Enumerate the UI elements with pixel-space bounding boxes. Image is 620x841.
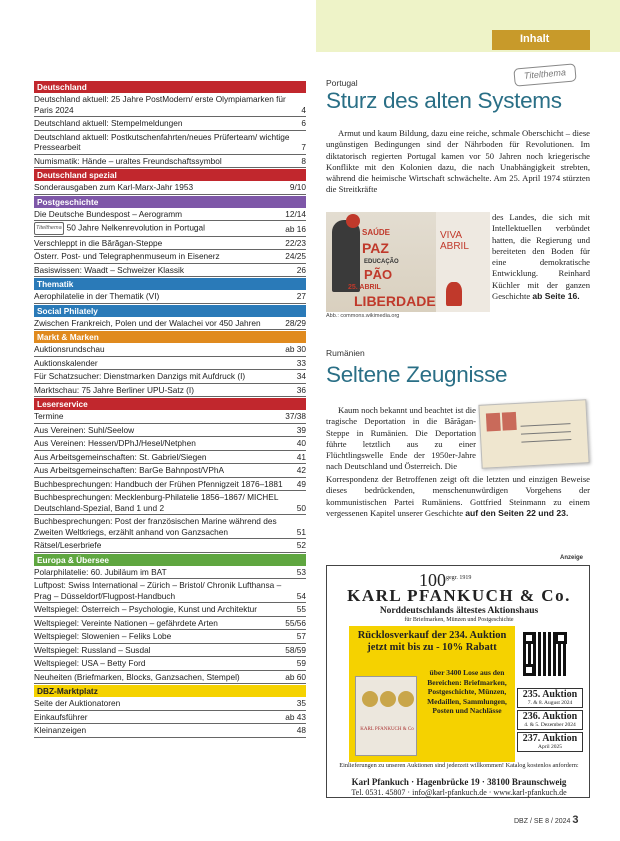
toc-entry-title: Basiswissen: Waadt – Schweizer Klassik [34, 264, 185, 275]
auction-item: 236. Auktion 4. & 5. Dezember 2024 [517, 710, 583, 730]
toc-entry-title: 50 Jahre Nelkenrevolution in Portugal [66, 222, 206, 233]
toc-entry-title: Termine [34, 411, 64, 421]
image-caption: Abb.: commons.wikimedia.org [326, 313, 400, 319]
toc-entry-page: ab 30 [285, 344, 306, 354]
toc-entry[interactable] [34, 424, 306, 438]
toc-entry-title: Weltspiegel: Russland – Susdal [34, 644, 151, 655]
article-rumaenien [326, 348, 590, 388]
toc-entry-title: Buchbesprechungen: Post der französischen Marine während des Zweiten Weltkriegs, erzählt anhand von Ganzsachen [34, 516, 277, 537]
toc-entry[interactable] [34, 250, 306, 264]
toc-entry-page: 41 [296, 451, 306, 462]
toc-entry-title: Aus Vereinen: Hessen/DPhJ/Hesel/Netphen [34, 438, 196, 448]
toc-entry-page: 54 [296, 590, 306, 601]
toc-section-header: Postgeschichte [34, 196, 306, 208]
toc-entry[interactable] [34, 491, 306, 515]
page-folio: DBZ / SE 8 / 2024 3 [514, 814, 579, 826]
toc-entry-page: 55 [296, 604, 306, 614]
carnation-icon [346, 214, 360, 228]
article-body-top: Kaum noch bekannt und beachtet ist die tragische Deportation in die Bărăgan-Steppe in Rumänien. Die Deportation führte letztlich aus zu einer Flüchtlingswelle Ende der 1950er-Jahre nach Deutschland und Österreich. Die [326, 405, 476, 472]
toc-entry-title: Rätsel/Leserbriefe [34, 540, 102, 550]
article-headline: Seltene Zeugnisse [326, 362, 508, 387]
toc-entry-page: 34 [296, 371, 306, 381]
toc-entry[interactable] [34, 155, 306, 169]
toc-entry-title: Zwischen Frankreich, Polen und der Walachei vor 450 Jahren [34, 317, 261, 328]
toc-entry[interactable] [34, 290, 306, 304]
toc-entry-page: 52 [296, 540, 306, 550]
toc-entry[interactable] [34, 181, 306, 195]
toc-entry-page: 33 [296, 357, 306, 368]
toc-entry-title: Kleinanzeigen [34, 725, 87, 735]
toc-entry-title: Polarphilatelie: 60. Jubiläum im BAT [34, 566, 167, 577]
cover-image [478, 399, 589, 469]
toc-entry-title: Österr. Post- und Telegraphenmuseum in Eisenerz [34, 251, 220, 261]
toc-entry[interactable] [34, 478, 306, 492]
toc-entry-title: Einkaufsführer [34, 711, 88, 722]
toc-entry[interactable] [34, 644, 306, 658]
toc-entry-title: Luftpost: Swiss International – Zürich – Bristol/ Chronik Lufthansa – Prag – Düsseldorf/Flugpost-Handbuch [34, 580, 282, 601]
toc-entry-title: Verschleppt in die Bărăgan-Steppe [34, 237, 163, 248]
poster-image: SAÚDE PAZ EDUCAÇÃO PÃO 25. ABRIL LIBERDADE [326, 212, 436, 312]
titelthema-stamp: Titelthema [513, 63, 576, 86]
toc-entry[interactable] [34, 539, 306, 553]
toc-entry-page: 55/56 [285, 617, 306, 628]
toc-entry-page: 50 [296, 502, 306, 513]
catalog-image: KARL PFANKUCH & Co [355, 676, 417, 756]
toc-entry-page: 57 [296, 631, 306, 641]
toc-entry-page: 58/59 [285, 644, 306, 655]
toc-entry[interactable] [34, 117, 306, 131]
toc-entry-title: Aerophilatelie in der Thematik (VI) [34, 291, 160, 301]
titelthema-tag: Titelthema [34, 222, 64, 235]
qr-code-icon [523, 632, 567, 676]
ad-promo-headline: Rücklosverkauf der 234. Auktion jetzt mit bis zu - 10% Rabatt [357, 630, 507, 653]
article-kicker: Portugal [326, 78, 358, 88]
toc-entry-page: 26 [296, 264, 306, 275]
toc-entry-page: 40 [296, 438, 306, 448]
toc-entry-page: 59 [296, 658, 306, 668]
toc-entry[interactable] [34, 464, 306, 478]
ad-promo-lots: über 3400 Lose aus den Bereichen: Briefmarken, Postgeschichte, Münzen, Medaillen, Sammlungen, Posten und Nachlässe [427, 668, 507, 715]
toc-entry-page: 8 [301, 155, 306, 166]
toc-entry[interactable] [34, 579, 306, 603]
toc-entry[interactable] [34, 711, 306, 725]
toc-entry-page: 49 [296, 478, 306, 489]
toc-entry-title: Sonderausgaben zum Karl-Marx-Jahr 1953 [34, 182, 194, 192]
ad-logo: $100^{gegr. 1919}$ [419, 570, 472, 590]
toc-section-header: Markt & Marken [34, 331, 306, 343]
toc-entry-page: 22/23 [285, 237, 306, 248]
toc-entry[interactable] [34, 566, 306, 580]
toc-entry-title: Auktionsrundschau [34, 344, 105, 354]
toc-entry[interactable] [34, 515, 306, 539]
toc-entry-title: Für Schatzsucher: Dienstmarken Danzigs mit Aufdruck (I) [34, 371, 246, 381]
ad-subtitle: Norddeutschlands ältestes Aktionshaus [379, 606, 539, 616]
toc-entry[interactable] [34, 237, 306, 251]
ad-label: Anzeige [560, 555, 584, 561]
toc-entry[interactable] [34, 131, 306, 155]
toc-entry-title: Aus Arbeitsgemeinschaften: BarGe Bahnpost/VPhA [34, 465, 225, 475]
toc-entry[interactable] [34, 724, 306, 738]
article-kicker: Rumänien [326, 348, 365, 358]
ad-company-name: KARL PFANKUCH & Co. [347, 586, 571, 605]
toc-entry[interactable] [34, 343, 306, 357]
advertisement [326, 565, 590, 798]
toc-entry-title: Buchbesprechungen: Handbuch der Frühen Pfennigzeit 1876–1881 [34, 478, 283, 489]
toc-entry-page: 36 [296, 384, 306, 395]
poster-image-2: VIVA ABRIL [436, 212, 490, 312]
toc-entry-title: Deutschland aktuell: 25 Jahre PostModern/ erste Olympiamarken für Paris 2024 [34, 94, 286, 115]
toc-entry-page: ab 60 [285, 671, 306, 682]
toc-entry-page: 4 [301, 104, 306, 115]
ad-footer-text: Einlieferungen zu unseren Auktionen sind jederzeit willkommen! Katalog kostenlos anfordern: [339, 762, 579, 769]
toc-entry-page: 39 [296, 424, 306, 435]
toc-entry-page: 42 [296, 465, 306, 475]
toc-entry[interactable] [34, 370, 306, 384]
toc-entry-title: Auktionskalender [34, 357, 98, 368]
toc-section-header: Europa & Übersee [34, 554, 306, 566]
soldier-figure [332, 220, 360, 292]
toc-entry[interactable] [34, 208, 306, 222]
toc-entry[interactable] [34, 603, 306, 617]
toc-entry-page: 53 [296, 566, 306, 577]
toc-entry-title: Buchbesprechungen: Mecklenburg-Philatelie 1856–1867/ MICHEL Deutschland-Spezial, Band 1 und 2 [34, 492, 279, 513]
toc-entry[interactable] [34, 357, 306, 371]
toc-entry[interactable] [34, 437, 306, 451]
toc-entry-page: 37/38 [285, 411, 306, 421]
article-body-bottom: Korrespondenz der Betroffenen zeigt oft die letzten und einzigen Beweise dieses bedrückenden, menschenunwürdigen Vorgehens der kommunistischen Partei Rumäniens. Gottfried Steinmann zu einem vergessenen Kapitel unserer Geschichte auf den Seiten 22 und 23. [326, 474, 590, 518]
toc-section-header: Thematik [34, 278, 306, 290]
toc-section-header: Leserservice [34, 398, 306, 410]
toc-entry-title: Deutschland aktuell: Postkutschenfahrten/neues Prüferteam/ wichtige Pressearbeit [34, 131, 290, 152]
toc-entry-title: Deutschland aktuell: Stempelmeldungen [34, 118, 183, 128]
toc-entry[interactable] [34, 697, 306, 711]
toc-entry-page: 7 [301, 142, 306, 152]
ad-address: Karl Pfankuch · Hagenbrücke 19 · 38100 Braunschweig [351, 777, 567, 787]
auction-item: 235. Auktion 7. & 8. August 2024 [517, 688, 583, 708]
toc-entry[interactable] [34, 410, 306, 424]
toc-entry-title: Neuheiten (Briefmarken, Blocks, Ganzsachen, Stempel) [34, 671, 240, 682]
toc-entry[interactable] [34, 451, 306, 465]
toc-entry-title: Seite der Auktionatoren [34, 698, 121, 708]
carnation-icon [446, 282, 462, 306]
toc-entry[interactable] [34, 264, 306, 278]
toc-entry-page: 35 [296, 698, 306, 708]
ad-promo-box [349, 626, 515, 762]
toc-entry-page: ab 43 [285, 711, 306, 722]
toc-entry-page: 48 [296, 725, 306, 735]
toc-entry[interactable] [34, 657, 306, 671]
toc-section-header: Deutschland [34, 81, 306, 93]
toc-entry-title: Numismatik: Hände – uraltes Freundschaftssymbol [34, 155, 222, 166]
toc-entry[interactable] [34, 317, 306, 331]
toc-section-header: Deutschland spezial [34, 169, 306, 181]
toc-section-header: DBZ-Marktplatz [34, 685, 306, 697]
section-tab-inhalt: Inhalt [492, 30, 590, 50]
article-body-top: Armut und kaum Bildung, dazu eine reiche, schmale Oberschicht – diese ungünstigen Bedingungen sind der Nährboden für Revolutionen. Im diktatorisch regierten Portugal kamen vor 50 Jahren noch kriegerische Konflikte mit den Kolonien dazu, die nach Unabhängigkeit strebten, während die heimische Wirtschaft schwächelte. Am 25. April 1974 stürzten die Streitkräfte [326, 128, 590, 195]
toc-entry-title: Weltspiegel: Vereinte Nationen – gefährdete Arten [34, 617, 218, 628]
toc-entry[interactable] [34, 630, 306, 644]
toc-entry-page: ab 16 [285, 224, 306, 234]
toc-entry-title: Weltspiegel: Slowenien – Feliks Lobe [34, 631, 172, 641]
toc-entry[interactable] [34, 93, 306, 117]
article-headline: Sturz des alten Systems [326, 88, 562, 113]
toc-entry-title: Aus Arbeitsgemeinschaften: St. Gabriel/Siegen [34, 451, 207, 462]
toc-entry[interactable] [34, 384, 306, 398]
toc-entry-page: 28/29 [285, 317, 306, 328]
toc-entry-page: 6 [301, 118, 306, 128]
toc-section-header: Social Philately [34, 305, 306, 317]
toc-entry-title: Weltspiegel: USA – Betty Ford [34, 658, 146, 668]
toc-entry-page: 12/14 [285, 208, 306, 219]
toc-entry-title: Weltspiegel: Österreich – Psychologie, Kunst und Architektur [34, 604, 258, 614]
toc-entry-page: 9/10 [289, 182, 306, 192]
ad-subtitle-2: für Briefmarken, Münzen und Postgeschichte [404, 617, 514, 623]
ad-contact: Tel. 0531. 45807 · info@karl-pfankuch.de · www.karl-pfankuch.de [351, 788, 567, 797]
toc-entry-title: Die Deutsche Bundespost – Aerogramm [34, 208, 183, 219]
toc-entry[interactable] [34, 671, 306, 685]
toc-entry-page: 27 [296, 291, 306, 301]
toc-entry-page: 24/25 [285, 251, 306, 261]
table-of-contents [34, 80, 306, 738]
auction-item: 237. Auktion April 2025 [517, 732, 583, 752]
toc-entry[interactable] [34, 221, 306, 237]
toc-entry[interactable] [34, 617, 306, 631]
toc-entry-title: Aus Vereinen: Suhl/Seelow [34, 424, 135, 435]
toc-entry-page: 51 [296, 526, 306, 537]
article-body-side: des Landes, die sich mit Intellektuellen verbündet hatten, die Regierung und bereiteten den Boden für eine demokratische Entwicklung. Reinhard Küchler mit der ganzen Geschichte ab Seite 16. [492, 212, 590, 302]
toc-entry-title: Marktschau: 75 Jahre Berliner UPU-Satz (I) [34, 384, 194, 395]
